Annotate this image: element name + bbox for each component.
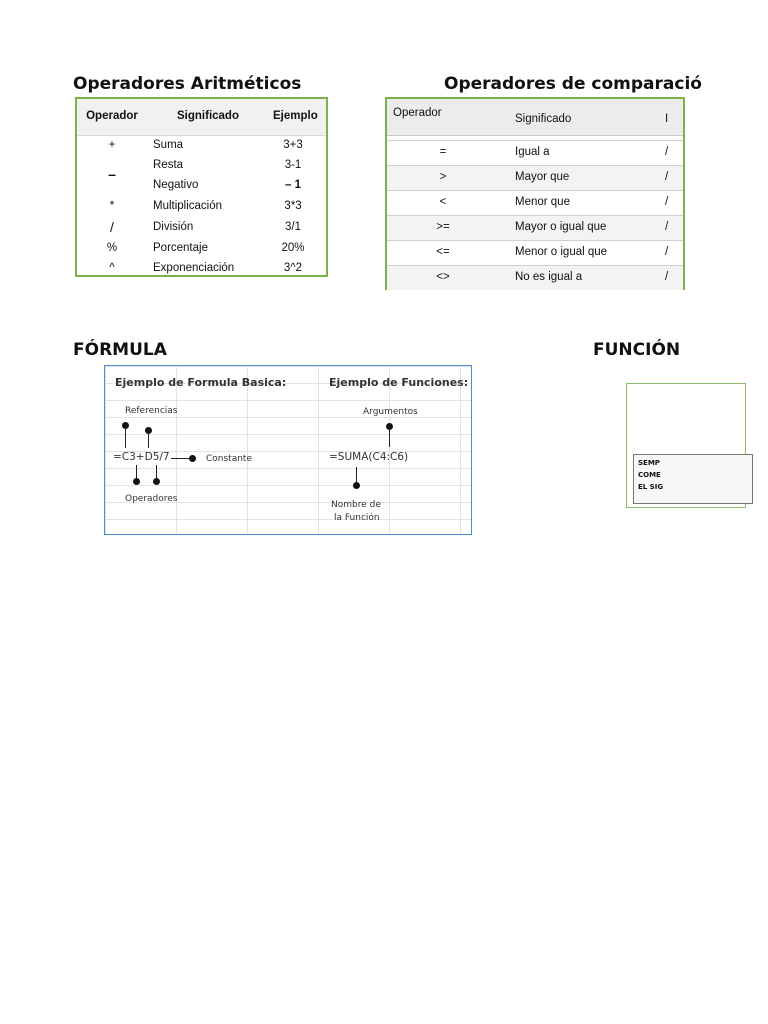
example-cell: / bbox=[665, 171, 669, 183]
arithmetic-table-header bbox=[77, 99, 326, 136]
operator-cell: % bbox=[106, 242, 118, 254]
table-row bbox=[77, 259, 326, 279]
comparison-operators-table bbox=[385, 97, 685, 290]
operator-cell: + bbox=[108, 139, 116, 151]
table-row bbox=[387, 215, 683, 240]
function-name-label-2: la Función bbox=[334, 513, 380, 523]
operator-cell: – bbox=[108, 166, 116, 182]
operators-label: Operadores bbox=[125, 494, 178, 504]
arguments-label: Argumentos bbox=[363, 407, 418, 417]
comparison-table-clip bbox=[385, 97, 667, 291]
meaning-cell: División bbox=[153, 221, 194, 233]
function-note bbox=[633, 454, 753, 504]
example-cell: / bbox=[665, 271, 669, 283]
function-note-line: SEMP bbox=[638, 459, 660, 467]
operator-cell: < bbox=[439, 196, 447, 208]
meaning-cell: Mayor que bbox=[515, 171, 570, 183]
table-row bbox=[77, 239, 326, 259]
example-cell: 3+3 bbox=[283, 139, 303, 151]
operator-dot bbox=[153, 478, 160, 485]
meaning-cell: Multiplicación bbox=[153, 200, 223, 212]
operator-cell: * bbox=[109, 200, 115, 212]
header-operador: Operador bbox=[86, 110, 138, 122]
table-row bbox=[387, 140, 683, 165]
example-cell: / bbox=[665, 196, 669, 208]
function-name-label-1: Nombre de bbox=[331, 500, 381, 510]
operator-cell: / bbox=[110, 219, 114, 235]
example-cell: 3^2 bbox=[283, 262, 303, 274]
reference-pointer bbox=[148, 430, 149, 448]
meaning-cell: Resta bbox=[153, 159, 184, 171]
references-label: Referencias bbox=[125, 406, 178, 416]
arithmetic-operators-table bbox=[75, 97, 328, 277]
function-note-line: COME bbox=[638, 471, 661, 479]
header-significado: Significado bbox=[177, 110, 239, 122]
formula-function-example bbox=[104, 365, 472, 535]
meaning-cell: Negativo bbox=[153, 179, 199, 191]
operator-cell: > bbox=[439, 171, 447, 183]
example-cell: / bbox=[665, 221, 669, 233]
meaning-cell: No es igual a bbox=[515, 271, 583, 283]
constant-pointer bbox=[171, 458, 189, 459]
function-formula-text: =SUMA(C4:C6) bbox=[329, 451, 409, 463]
arithmetic-operators-heading: Operadores Aritméticos bbox=[73, 74, 302, 94]
operator-cell: = bbox=[439, 146, 447, 158]
meaning-cell: Exponenciación bbox=[153, 262, 235, 274]
operator-cell: <> bbox=[436, 271, 450, 283]
operator-cell: <= bbox=[436, 246, 450, 258]
function-example-title: Ejemplo de Funciones: bbox=[329, 376, 469, 389]
meaning-cell: Menor que bbox=[515, 196, 570, 208]
table-row bbox=[77, 176, 326, 196]
operator-cell: ^ bbox=[109, 262, 115, 274]
meaning-cell: Suma bbox=[153, 139, 184, 151]
table-row bbox=[77, 218, 326, 238]
example-cell: 3-1 bbox=[284, 159, 302, 171]
comparison-table-header bbox=[387, 99, 683, 136]
meaning-cell: Igual a bbox=[515, 146, 550, 158]
comparison-operators-heading: Operadores de comparació bbox=[444, 74, 702, 94]
header-ejemplo: Ejemplo bbox=[273, 110, 318, 122]
example-cell: / bbox=[665, 146, 669, 158]
table-row bbox=[387, 240, 683, 265]
constant-label: Constante bbox=[206, 454, 252, 464]
operator-cell: >= bbox=[436, 221, 450, 233]
function-name-pointer bbox=[356, 467, 357, 483]
reference-pointer bbox=[125, 426, 126, 448]
formula-example-title: Ejemplo de Formula Basica: bbox=[115, 376, 287, 389]
function-box-clip bbox=[626, 383, 667, 510]
table-row bbox=[387, 190, 683, 215]
function-box bbox=[626, 383, 746, 508]
formula-heading: FÓRMULA bbox=[73, 340, 167, 360]
header-ejemplo: I bbox=[665, 113, 669, 125]
header-operador: Operador bbox=[393, 107, 442, 119]
table-row bbox=[77, 156, 326, 182]
meaning-cell: Mayor o igual que bbox=[515, 221, 607, 233]
table-row bbox=[387, 265, 683, 290]
table-row bbox=[387, 165, 683, 190]
function-heading: FUNCIÓN bbox=[593, 340, 681, 360]
header-significado: Significado bbox=[515, 113, 572, 125]
example-cell: – 1 bbox=[285, 179, 301, 191]
function-note-line: EL SIG bbox=[638, 483, 664, 491]
formula-text: =C3+D5/7 bbox=[113, 451, 170, 463]
meaning-cell: Menor o igual que bbox=[515, 246, 608, 258]
argument-pointer bbox=[389, 427, 390, 447]
function-name-dot bbox=[353, 482, 360, 489]
table-row bbox=[77, 136, 326, 156]
operator-dot bbox=[133, 478, 140, 485]
example-cell: / bbox=[665, 246, 669, 258]
example-cell: 3/1 bbox=[285, 221, 301, 233]
example-cell: 20% bbox=[281, 242, 305, 254]
table-row bbox=[77, 197, 326, 217]
example-cell: 3*3 bbox=[284, 200, 302, 212]
constant-dot bbox=[189, 455, 196, 462]
meaning-cell: Porcentaje bbox=[153, 242, 208, 254]
